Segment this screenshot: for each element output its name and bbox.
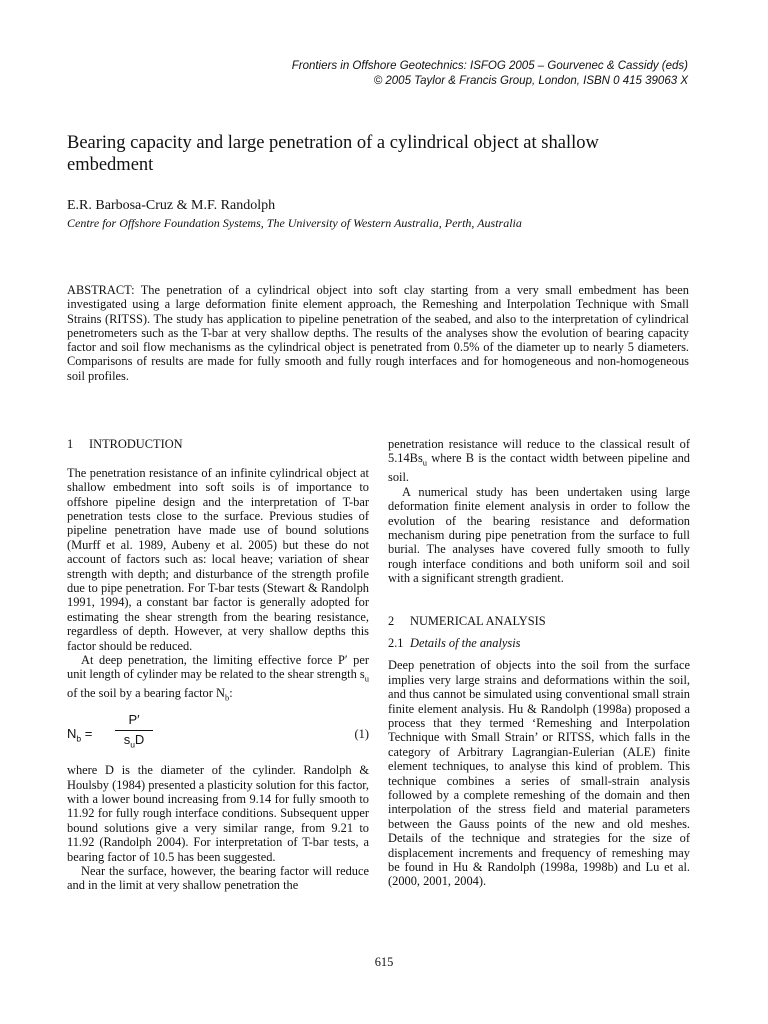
subsection-2-1-number: 2.1 xyxy=(388,635,404,650)
header-line-2: © 2005 Taylor & Francis Group, London, ISBN 0 415 39063 X xyxy=(373,74,688,87)
affiliation: Centre for Offshore Foundation Systems, The University of Western Australia, Perth, Australia xyxy=(67,216,522,230)
intro-continued-paragraph xyxy=(388,437,690,485)
intro-p2-text-c: : xyxy=(229,686,233,701)
eq-denominator xyxy=(115,731,153,752)
section-2-number: 2 xyxy=(388,613,395,628)
section-1-heading xyxy=(67,437,369,451)
equation-lhs xyxy=(67,727,92,746)
abstract: ABSTRACT: The penetration of a cylindrical object into soft clay starting from a very small embedment has been investigated using a large deformation finite element approach, the Remeshing and Interpolation Technique with Small Strains (RITSS). The study has application to pipeline penetration of the seabed, and also to the interpretation of cylindrical penetrometers such as the T-bar at very shallow depths. The results of the analyses show the evolution of bearing capacity factor and soil flow mechanisms as the cylindrical object is penetrated from 0.5% of the diameter up to nearly 5 diameters. Comparisons of results are made for fully smooth and fully rough interfaces and for homogeneous and non-homogeneous soil profiles. xyxy=(67,283,689,383)
right-column xyxy=(388,437,690,889)
subsection-2-1-heading xyxy=(388,636,690,650)
intro-paragraph-4: Near the surface, however, the bearing factor will reduce and in the limit at very shallow penetration the xyxy=(67,864,369,893)
intro-paragraph-3: where D is the diameter of the cylinder. Randolph & Houlsby (1984) presented a plasticity solution for this factor, with a lower bound increasing from 9.14 for fully smooth to 11.92 for fully rough interface conditions. Subsequent upper bound solutions give a very similar range, from 9.21 to 11.92 (Randolph 2004). For interpretation of T-bar tests, a bearing factor of 10.5 has been suggested. xyxy=(67,763,369,864)
equation-number: (1) xyxy=(354,727,369,742)
equation-fraction xyxy=(115,713,153,751)
eq-equals: = xyxy=(81,726,93,742)
authors: E.R. Barbosa-Cruz & M.F. Randolph xyxy=(67,198,276,213)
running-header xyxy=(292,59,688,88)
header-line-1: Frontiers in Offshore Geotechnics: ISFOG 2005 – Gourvenec & Cassidy (eds) xyxy=(291,60,688,72)
section-2-title: NUMERICAL ANALYSIS xyxy=(410,613,546,628)
eq-den-sub: u xyxy=(130,739,135,750)
analysis-paragraph-1: Deep penetration of objects into the soil from the surface implies very large strains and deformations within the soil, and thus cannot be simulated using conventional small strain finite element analysis. Hu & Randolph (1998a) proposed a process that they termed ‘Remeshing and Interpolation Technique with Small Strain’ or RITSS, which falls in the category of Arbitrary Lagrangian-Eulerian (ALE) finite element techniques, to analyse this kind of problem. This technique combines a series of small-strain analysis followed by a complete remeshing of the domain and then interpolation of the stress field and material parameters between the Gauss points of the new and old meshes. Details of the technique and strategies for the size of displacement increments and frequency of remeshing may be found in Hu & Randolph (1998a, 1998b) and Lu et al. (2000, 2001, 2004). xyxy=(388,658,690,889)
equation-1 xyxy=(67,713,369,757)
eq-numerator: P′ xyxy=(115,713,153,730)
right-p1-sub-u: u xyxy=(422,457,428,468)
section-1-title: INTRODUCTION xyxy=(89,437,183,451)
section-1-number: 1 xyxy=(67,437,74,451)
eq-n: N xyxy=(67,726,77,742)
intro-p2-text-a: At deep penetration, the limiting effective force P′ per unit length of cylinder may be related to the shear strength s xyxy=(67,653,369,682)
intro-p2-sub-b: b xyxy=(224,692,230,703)
right-p1-text-b: where B is the contact width between pipeline and soil. xyxy=(388,451,690,485)
intro-p2-text-b: of the soil by a bearing factor N xyxy=(67,686,225,701)
paper-title: Bearing capacity and large penetration of a cylindrical object at shallow embedment xyxy=(67,133,599,175)
page-number: 615 xyxy=(374,955,394,969)
intro-p2-sub-u: u xyxy=(364,673,369,684)
right-p1-text-a: penetration resistance will reduce to the classical result of 5.14Bs xyxy=(388,437,690,466)
intro-paragraph-2 xyxy=(67,653,369,705)
eq-n-sub: b xyxy=(76,733,82,744)
section-2-heading xyxy=(388,614,690,628)
intro-paragraph-5: A numerical study has been undertaken using large deformation finite element analysis in order to follow the evolution of the bearing resistance and deformation mechanism during pipe penetration from the surface to full burial. The analyses have covered fully smooth to fully rough interface conditions and both uniform soil and soil with a significant strength gradient. xyxy=(388,484,690,586)
eq-den-d: D xyxy=(134,731,145,747)
intro-paragraph-1: The penetration resistance of an infinite cylindrical object at shallow embedment into soft soils is of importance to offshore pipeline design and the interpretation of T-bar penetration tests close to the surface. Previous studies of pipeline penetration have made use of bound solutions (Murff et al. 1989, Aubeny et al. 2005) but these do not account of factors such as: local heave; variation of shear strength with depth; and disturbance of the strength profile due to pipe penetration. For T-bar tests (Stewart & Randolph 1991, 1994), a constant bar factor is generally adopted for estimating the shear strength from the bearing resistance, regardless of depth. However, at very shallow depths this factor should be reduced. xyxy=(67,465,369,653)
subsection-2-1-title: Details of the analysis xyxy=(410,635,521,650)
left-column xyxy=(67,437,369,893)
eq-den-s: s xyxy=(123,731,131,747)
